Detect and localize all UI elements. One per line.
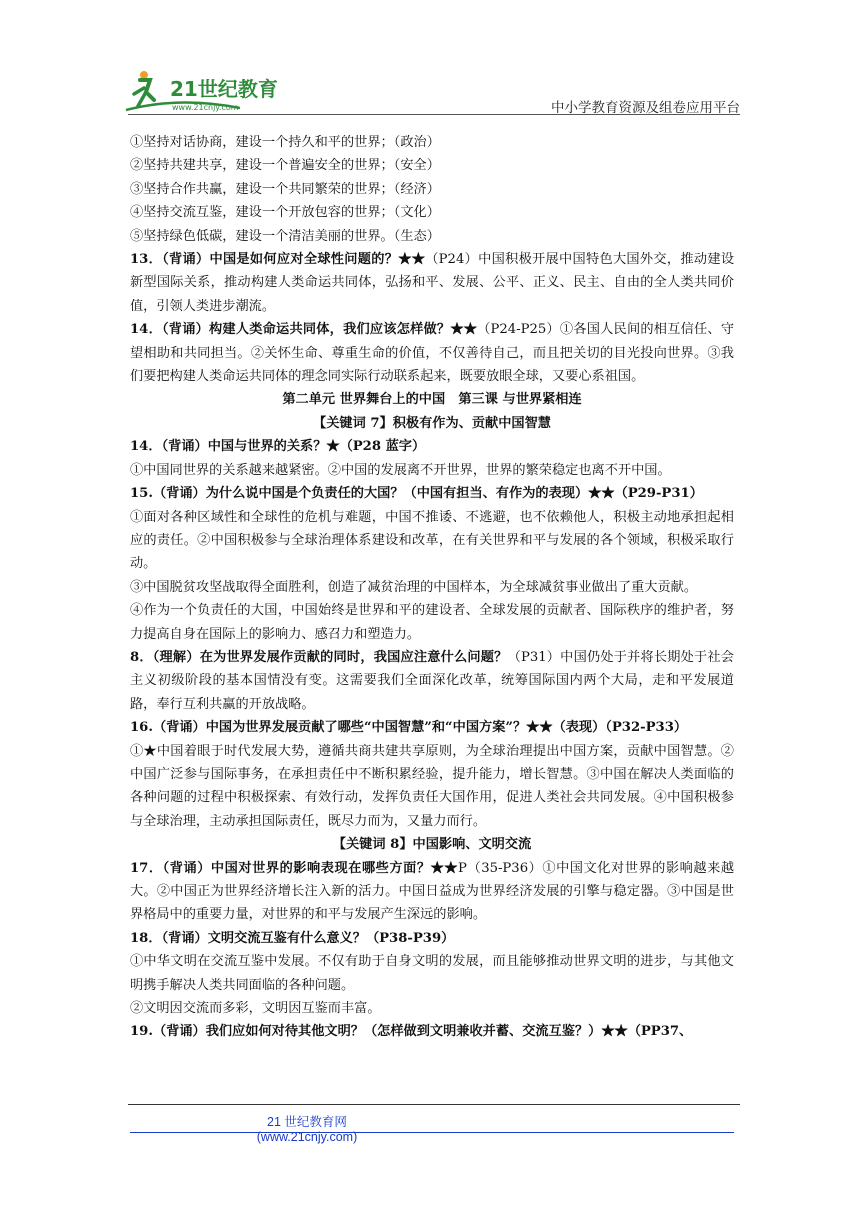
platform-title: 中小学教育资源及组卷应用平台 xyxy=(551,100,740,116)
question-14b-body: ①中国同世界的关系越来越紧密。②中国的发展离不开世界，世界的繁荣稳定也离不开中国。 xyxy=(130,462,671,478)
line-4: ④坚持交流互鉴，建设一个开放包容的世界；（文化） xyxy=(130,205,440,221)
question-15-body-1: ①面对各种区域性和全球性的危机与难题，中国不推诿、不逃避，也不依赖他人，积极主动地承担起相应的责任。②中国积极参与全球治理体系建设和改革，在有关世界和平与发展的各个领域，积极采取行动。 xyxy=(130,509,734,572)
question-14a-body: （P24-P25）①各国人民间的相互信任、守望相助和共同担当。②关怀生命、尊重生命的价值，不仅善待自己，而且把关切的目光投向世界。③我们要把构建人类命运共同体的理念同实际行动联系起来，既要放眼全球，又要心系祖国。 xyxy=(130,322,735,385)
question-15-body-3: ④作为一个负责任的大国，中国始终是世界和平的建设者、全球发展的贡献者、国际秩序的维护者，努力提高自身在国际上的影响力、感召力和塑造力。 xyxy=(130,603,734,642)
footer-divider xyxy=(128,1104,740,1105)
question-15-body-2: ③中国脱贫攻坚战取得全面胜利，创造了减贫治理的中国样本，为全球减贫事业做出了重大贡献。 xyxy=(130,579,698,595)
question-13-body: （P24）中国积极开展中国特色大国外交，推动建设新型国际关系，推动构建人类命运共同体，弘扬和平、发展、公平、正义、民主、自由的全人类共同价值，引领人类进步潮流。 xyxy=(130,252,735,314)
question-16-body: ①★中国着眼于时代发展大势，遵循共商共建共享原则，为全球治理提出中国方案，贡献中国智慧。②中国广泛参与国际事务，在承担责任中不断积累经验，提升能力，增长智慧。③中国在解决人类面临的各种问题的过程中积极探索、有效行动，发挥负责任大国作用，促进人类社会共同发展。④中国积极参与全球治理，主动承担国际责任，既尽力而为，又量力而行。 xyxy=(130,743,734,829)
question-19-head: 19.（背诵）我们应如何对待其他文明？（怎样做到文明兼收并蓄、交流互鉴？）★★（PP37、 xyxy=(130,1024,693,1040)
question-14a xyxy=(130,318,734,388)
logo-21cnjy xyxy=(120,66,300,116)
line-1: ①坚持对话协商，建设一个持久和平的世界；（政治） xyxy=(130,135,440,150)
question-14a-head: 14．（背诵）构建人类命运共同体，我们应该怎样做？★★ xyxy=(130,322,478,338)
line-2: ②坚持共建共享，建设一个普遍安全的世界；（安全） xyxy=(130,158,440,174)
question-8-body: （P31）中国仍处于并将长期处于社会主义初级阶段的基本国情没有变。这需要我们全面深化改革，统筹国际国内两个大局，走和平发展道路，奉行互利共赢的开放战略。 xyxy=(130,649,734,712)
question-14b-head: 14．（背诵）中国与世界的关系？★（P28 蓝字） xyxy=(130,439,426,455)
document-body xyxy=(130,131,734,1044)
logo-url: www.21cnjy.com xyxy=(172,103,239,112)
question-18-body-1: ①中华文明在交流互鉴中发展。不仅有助于自身文明的发展，而且能够推动世界文明的进步，与其他文明携手解决人类共同面临的各种问题。 xyxy=(130,954,734,993)
keyword-7: 【关键词 7】积极有作为、贡献中国智慧 xyxy=(313,415,551,431)
line-5: ⑤坚持绿色低碳，建设一个清洁美丽的世界。（生态） xyxy=(130,228,440,244)
question-13 xyxy=(130,248,734,318)
footer-underline xyxy=(130,1112,734,1133)
question-18-head: 18．（背诵）文明交流互鉴有什么意义？（P38-P39） xyxy=(130,930,455,946)
question-8 xyxy=(130,646,734,716)
logo-text: 21世纪教育 xyxy=(170,77,278,101)
question-17-body: P（35-P36）①中国文化对世界的影响越来越大。②中国正为世界经济增长注入新的活力。中国日益成为世界经济发展的引擎与稳定器。③中国是世界格局中的重要力量，对世界的和平与发展产生深远的影响。 xyxy=(130,860,735,923)
header-divider xyxy=(128,114,740,115)
question-17 xyxy=(130,857,734,927)
question-13-head: 13．（背诵）中国是如何应对全球性问题的？★★ xyxy=(130,252,426,268)
question-8-head: 8．（理解）在为世界发展作贡献的同时，我国应注意什么问题？ xyxy=(130,649,508,665)
line-3: ③坚持合作共赢，建设一个共同繁荣的世界；（经济） xyxy=(130,181,440,197)
question-18-body-2: ②文明因交流而多彩，文明因互鉴而丰富。 xyxy=(130,1001,381,1017)
unit-title: 第二单元 世界舞台上的中国 第三课 与世界紧相连 xyxy=(282,392,582,408)
question-15-head: 15.（背诵）为什么说中国是个负责任的大国？（中国有担当、有作为的表现）★★（P29-P31） xyxy=(130,486,703,502)
footer-link[interactable]: 21 世纪教育网(www.21cnjy.com) xyxy=(256,1115,358,1144)
question-16-head: 16.（背诵）中国为世界发展贡献了哪些“中国智慧”和“中国方案”？★★（表现）（P32-P33） xyxy=(130,720,688,736)
keyword-8: 【关键词 8】中国影响、文明交流 xyxy=(332,837,532,853)
page-header xyxy=(120,66,740,116)
question-17-head: 17．（背诵）中国对世界的影响表现在哪些方面？★★ xyxy=(130,860,459,876)
